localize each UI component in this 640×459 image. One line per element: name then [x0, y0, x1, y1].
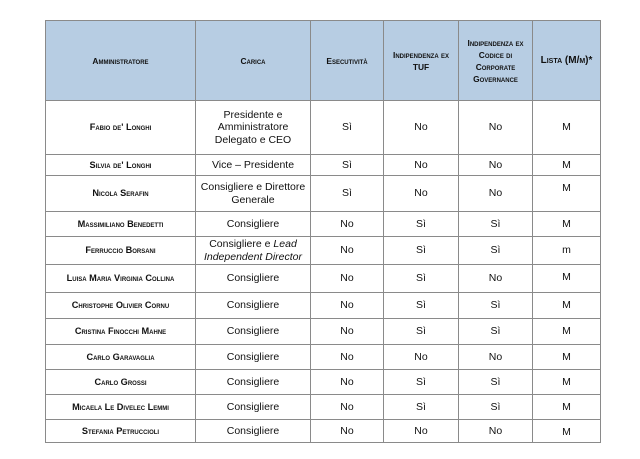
- cell-indipendenza-codice: No: [459, 101, 533, 155]
- table-row: [46, 101, 601, 155]
- cell-indipendenza-codice: Sì: [459, 395, 533, 420]
- cell-lista: M: [533, 265, 601, 293]
- cell-esecutivita: No: [311, 370, 384, 395]
- cell-lista: M: [533, 176, 601, 212]
- header-esecutivita: Esecutività: [311, 21, 384, 101]
- cell-esecutivita: No: [311, 212, 384, 237]
- table-row: [46, 212, 601, 237]
- cell-carica: [196, 237, 311, 265]
- cell-indipendenza-tuf: Sì: [384, 212, 459, 237]
- cell-esecutivita: No: [311, 265, 384, 293]
- cell-esecutivita: No: [311, 237, 384, 265]
- cell-esecutivita: Sì: [311, 176, 384, 212]
- board-composition-table: [45, 20, 601, 443]
- cell-lista: M: [533, 101, 601, 155]
- cell-carica: Consigliere e Direttore Generale: [196, 176, 311, 212]
- table-row: [46, 293, 601, 319]
- cell-carica-lead: Lead Independent Director: [203, 238, 303, 263]
- cell-indipendenza-tuf: Sì: [384, 293, 459, 319]
- cell-name: Cristina Finocchi Mahne: [46, 319, 196, 345]
- cell-indipendenza-tuf: No: [384, 420, 459, 443]
- cell-carica-text: Consigliere e: [209, 238, 271, 250]
- header-indipendenza-codice: Indipendenza ex Codice di Corporate Governance: [459, 21, 533, 101]
- cell-indipendenza-tuf: Sì: [384, 370, 459, 395]
- cell-esecutivita: Sì: [311, 101, 384, 155]
- cell-name: Stefania Petruccioli: [46, 420, 196, 443]
- cell-name: Micaela Le Divelec Lemmi: [46, 395, 196, 420]
- header-amministratore: Amministratore: [46, 21, 196, 101]
- cell-indipendenza-tuf: No: [384, 176, 459, 212]
- cell-indipendenza-tuf: Sì: [384, 319, 459, 345]
- cell-lista: M: [533, 395, 601, 420]
- cell-indipendenza-codice: Sì: [459, 319, 533, 345]
- cell-indipendenza-codice: Sì: [459, 237, 533, 265]
- cell-indipendenza-codice: No: [459, 155, 533, 176]
- cell-carica: Consigliere: [196, 319, 311, 345]
- cell-esecutivita: No: [311, 395, 384, 420]
- cell-indipendenza-codice: No: [459, 176, 533, 212]
- cell-indipendenza-codice: No: [459, 420, 533, 443]
- cell-lista: M: [533, 420, 601, 443]
- cell-carica: Consigliere: [196, 265, 311, 293]
- cell-name: Luisa Maria Virginia Collina: [46, 265, 196, 293]
- cell-carica: Consigliere: [196, 370, 311, 395]
- cell-esecutivita: No: [311, 293, 384, 319]
- cell-indipendenza-tuf: No: [384, 345, 459, 370]
- cell-indipendenza-codice: Sì: [459, 212, 533, 237]
- board-table-wrapper: [45, 20, 600, 443]
- cell-carica: Consigliere: [196, 420, 311, 443]
- cell-indipendenza-codice: No: [459, 345, 533, 370]
- cell-indipendenza-tuf: Sì: [384, 265, 459, 293]
- cell-carica: Consigliere: [196, 345, 311, 370]
- table-header-row: [46, 21, 601, 101]
- cell-indipendenza-tuf: Sì: [384, 237, 459, 265]
- cell-carica: Presidente e Amministratore Delegato e CEO: [196, 101, 311, 155]
- table-row: [46, 155, 601, 176]
- cell-name: Fabio de' Longhi: [46, 101, 196, 155]
- cell-carica: Consigliere: [196, 395, 311, 420]
- cell-name: Carlo Grossi: [46, 370, 196, 395]
- table-row: [46, 265, 601, 293]
- header-indipendenza-tuf: Indipendenza ex TUF: [384, 21, 459, 101]
- cell-lista: M: [533, 293, 601, 319]
- cell-esecutivita: No: [311, 345, 384, 370]
- cell-lista: M: [533, 212, 601, 237]
- cell-lista: M: [533, 319, 601, 345]
- table-row: [46, 345, 601, 370]
- cell-name: Christophe Olivier Cornu: [46, 293, 196, 319]
- cell-lista: m: [533, 237, 601, 265]
- cell-indipendenza-codice: Sì: [459, 293, 533, 319]
- table-row: [46, 176, 601, 212]
- cell-lista: M: [533, 155, 601, 176]
- header-lista: Lista (M/m)*: [533, 21, 601, 101]
- cell-indipendenza-tuf: No: [384, 101, 459, 155]
- table-row: [46, 237, 601, 265]
- cell-lista: M: [533, 370, 601, 395]
- cell-esecutivita: No: [311, 420, 384, 443]
- cell-indipendenza-codice: Sì: [459, 370, 533, 395]
- cell-indipendenza-tuf: Sì: [384, 395, 459, 420]
- cell-carica: Vice – Presidente: [196, 155, 311, 176]
- cell-esecutivita: No: [311, 319, 384, 345]
- cell-name: Silvia de' Longhi: [46, 155, 196, 176]
- cell-indipendenza-codice: No: [459, 265, 533, 293]
- table-row: [46, 319, 601, 345]
- cell-name: Massimiliano Benedetti: [46, 212, 196, 237]
- cell-esecutivita: Sì: [311, 155, 384, 176]
- header-carica: Carica: [196, 21, 311, 101]
- table-row: [46, 370, 601, 395]
- cell-indipendenza-tuf: No: [384, 155, 459, 176]
- cell-carica: Consigliere: [196, 212, 311, 237]
- cell-name: Ferruccio Borsani: [46, 237, 196, 265]
- cell-name: Nicola Serafin: [46, 176, 196, 212]
- cell-name: Carlo Garavaglia: [46, 345, 196, 370]
- cell-lista: M: [533, 345, 601, 370]
- cell-carica: Consigliere: [196, 293, 311, 319]
- table-row: [46, 395, 601, 420]
- table-row: [46, 420, 601, 443]
